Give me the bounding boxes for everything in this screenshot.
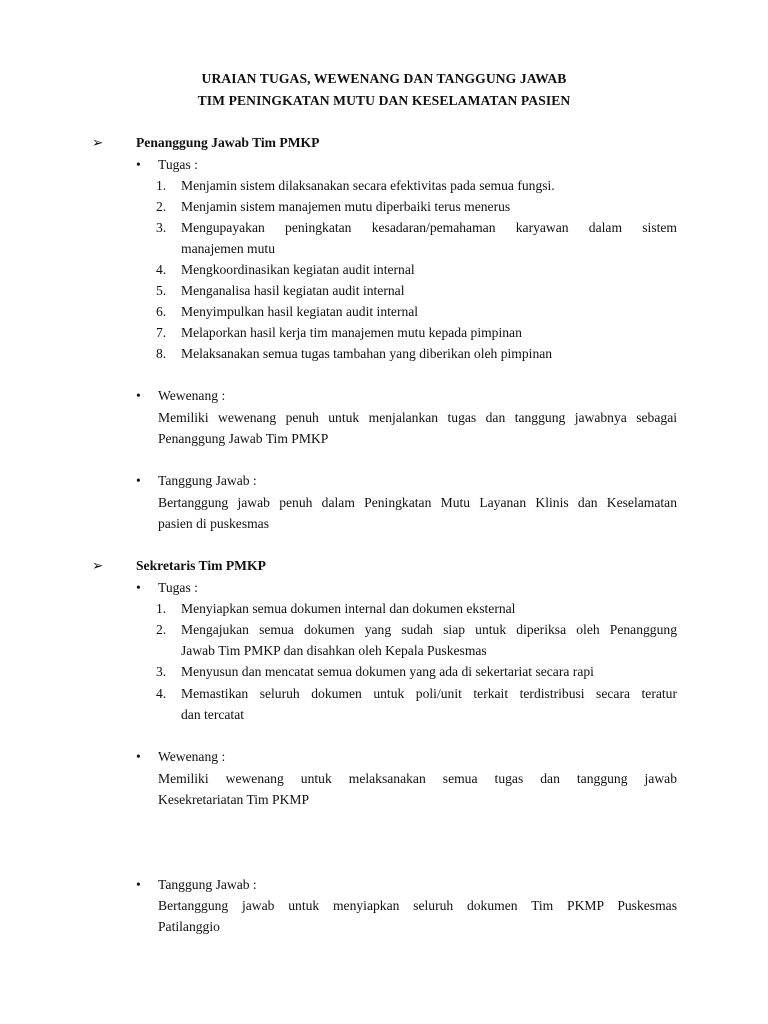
list-item: 6. Menyimpulkan hasil kegiatan audit internal: [156, 304, 419, 319]
tanggung-jawab-text: Bertanggung jawab untuk menyiapkan seluruh dokumen Tim PKMP Puskesmas: [158, 898, 677, 913]
wewenang-text: Penanggung Jawab Tim PMKP: [158, 431, 329, 446]
wewenang-label: Wewenang :: [158, 749, 226, 764]
wewenang-label: Wewenang :: [158, 388, 226, 403]
wewenang-text: Memiliki wewenang untuk melaksanakan semua tugas dan tanggung jawab: [158, 771, 677, 786]
section-heading-sekretaris: [92, 558, 266, 574]
list-item: 5. Menganalisa hasil kegiatan audit internal: [156, 283, 405, 298]
wewenang-label-row: [136, 388, 225, 404]
bullet-dot-icon: •: [136, 157, 141, 172]
list-item: 1. Menyiapkan semua dokumen internal dan dokumen eksternal: [156, 601, 516, 616]
bullet-dot-icon: •: [136, 749, 141, 764]
list-item-continuation: manajemen mutu: [181, 241, 275, 256]
document-title-line-1: URAIAN TUGAS, WEWENANG DAN TANGGUNG JAWAB: [201, 71, 567, 86]
section-heading-text: Penanggung Jawab Tim PMKP: [136, 135, 320, 150]
tugas-label: Tugas :: [158, 157, 198, 172]
section-heading-penanggung-jawab: [92, 135, 319, 151]
tugas-label: Tugas :: [158, 580, 198, 595]
list-item: 2. Mengajukan semua dokumen yang sudah siap untuk diperiksa oleh Penanggung: [156, 622, 677, 637]
list-item: 7. Melaporkan hasil kerja tim manajemen mutu kepada pimpinan: [156, 325, 522, 340]
list-item: 3. Mengupayakan peningkatan kesadaran/pemahaman karyawan dalam sistem: [156, 220, 677, 235]
tanggung-jawab-label-row: [136, 877, 257, 893]
document-title-line-2: TIM PENINGKATAN MUTU DAN KESELAMATAN PASIEN: [197, 93, 571, 108]
tanggung-jawab-text: Patilanggio: [158, 919, 220, 934]
bullet-dot-icon: •: [136, 877, 141, 892]
list-item: 1. Menjamin sistem dilaksanakan secara efektivitas pada semua fungsi.: [156, 178, 555, 193]
wewenang-text: Memiliki wewenang penuh untuk menjalankan tugas dan tanggung jawabnya sebagai: [158, 410, 677, 425]
tanggung-jawab-label-row: [136, 473, 257, 489]
tanggung-jawab-label: Tanggung Jawab :: [158, 877, 257, 892]
wewenang-label-row: [136, 749, 225, 765]
bullet-dot-icon: •: [136, 388, 141, 403]
tanggung-jawab-text: pasien di puskesmas: [158, 516, 270, 531]
arrow-bullet-icon: ➢: [92, 558, 104, 573]
section-heading-text: Sekretaris Tim PMKP: [136, 558, 266, 573]
list-item: 4. Memastikan seluruh dokumen untuk poli/unit terkait terdistribusi secara teratur: [156, 686, 677, 701]
tanggung-jawab-text: Bertanggung jawab penuh dalam Peningkatan Mutu Layanan Klinis dan Keselamatan: [158, 495, 677, 510]
arrow-bullet-icon: ➢: [92, 135, 104, 150]
tugas-label-row: [136, 580, 198, 596]
tanggung-jawab-label: Tanggung Jawab :: [158, 473, 257, 488]
bullet-dot-icon: •: [136, 473, 141, 488]
list-item: 8. Melaksanakan semua tugas tambahan yang diberikan oleh pimpinan: [156, 346, 553, 361]
list-item: 4. Mengkoordinasikan kegiatan audit internal: [156, 262, 415, 277]
tugas-label-row: [136, 157, 198, 173]
list-item-continuation: Jawab Tim PMKP dan disahkan oleh Kepala Puskesmas: [181, 643, 487, 658]
list-item: 2. Menjamin sistem manajemen mutu diperbaiki terus menerus: [156, 199, 511, 214]
list-item-continuation: dan tercatat: [181, 707, 245, 722]
wewenang-text: Kesekretariatan Tim PKMP: [158, 792, 310, 807]
bullet-dot-icon: •: [136, 580, 141, 595]
list-item: 3. Menyusun dan mencatat semua dokumen yang ada di sekertariat secara rapi: [156, 664, 594, 679]
